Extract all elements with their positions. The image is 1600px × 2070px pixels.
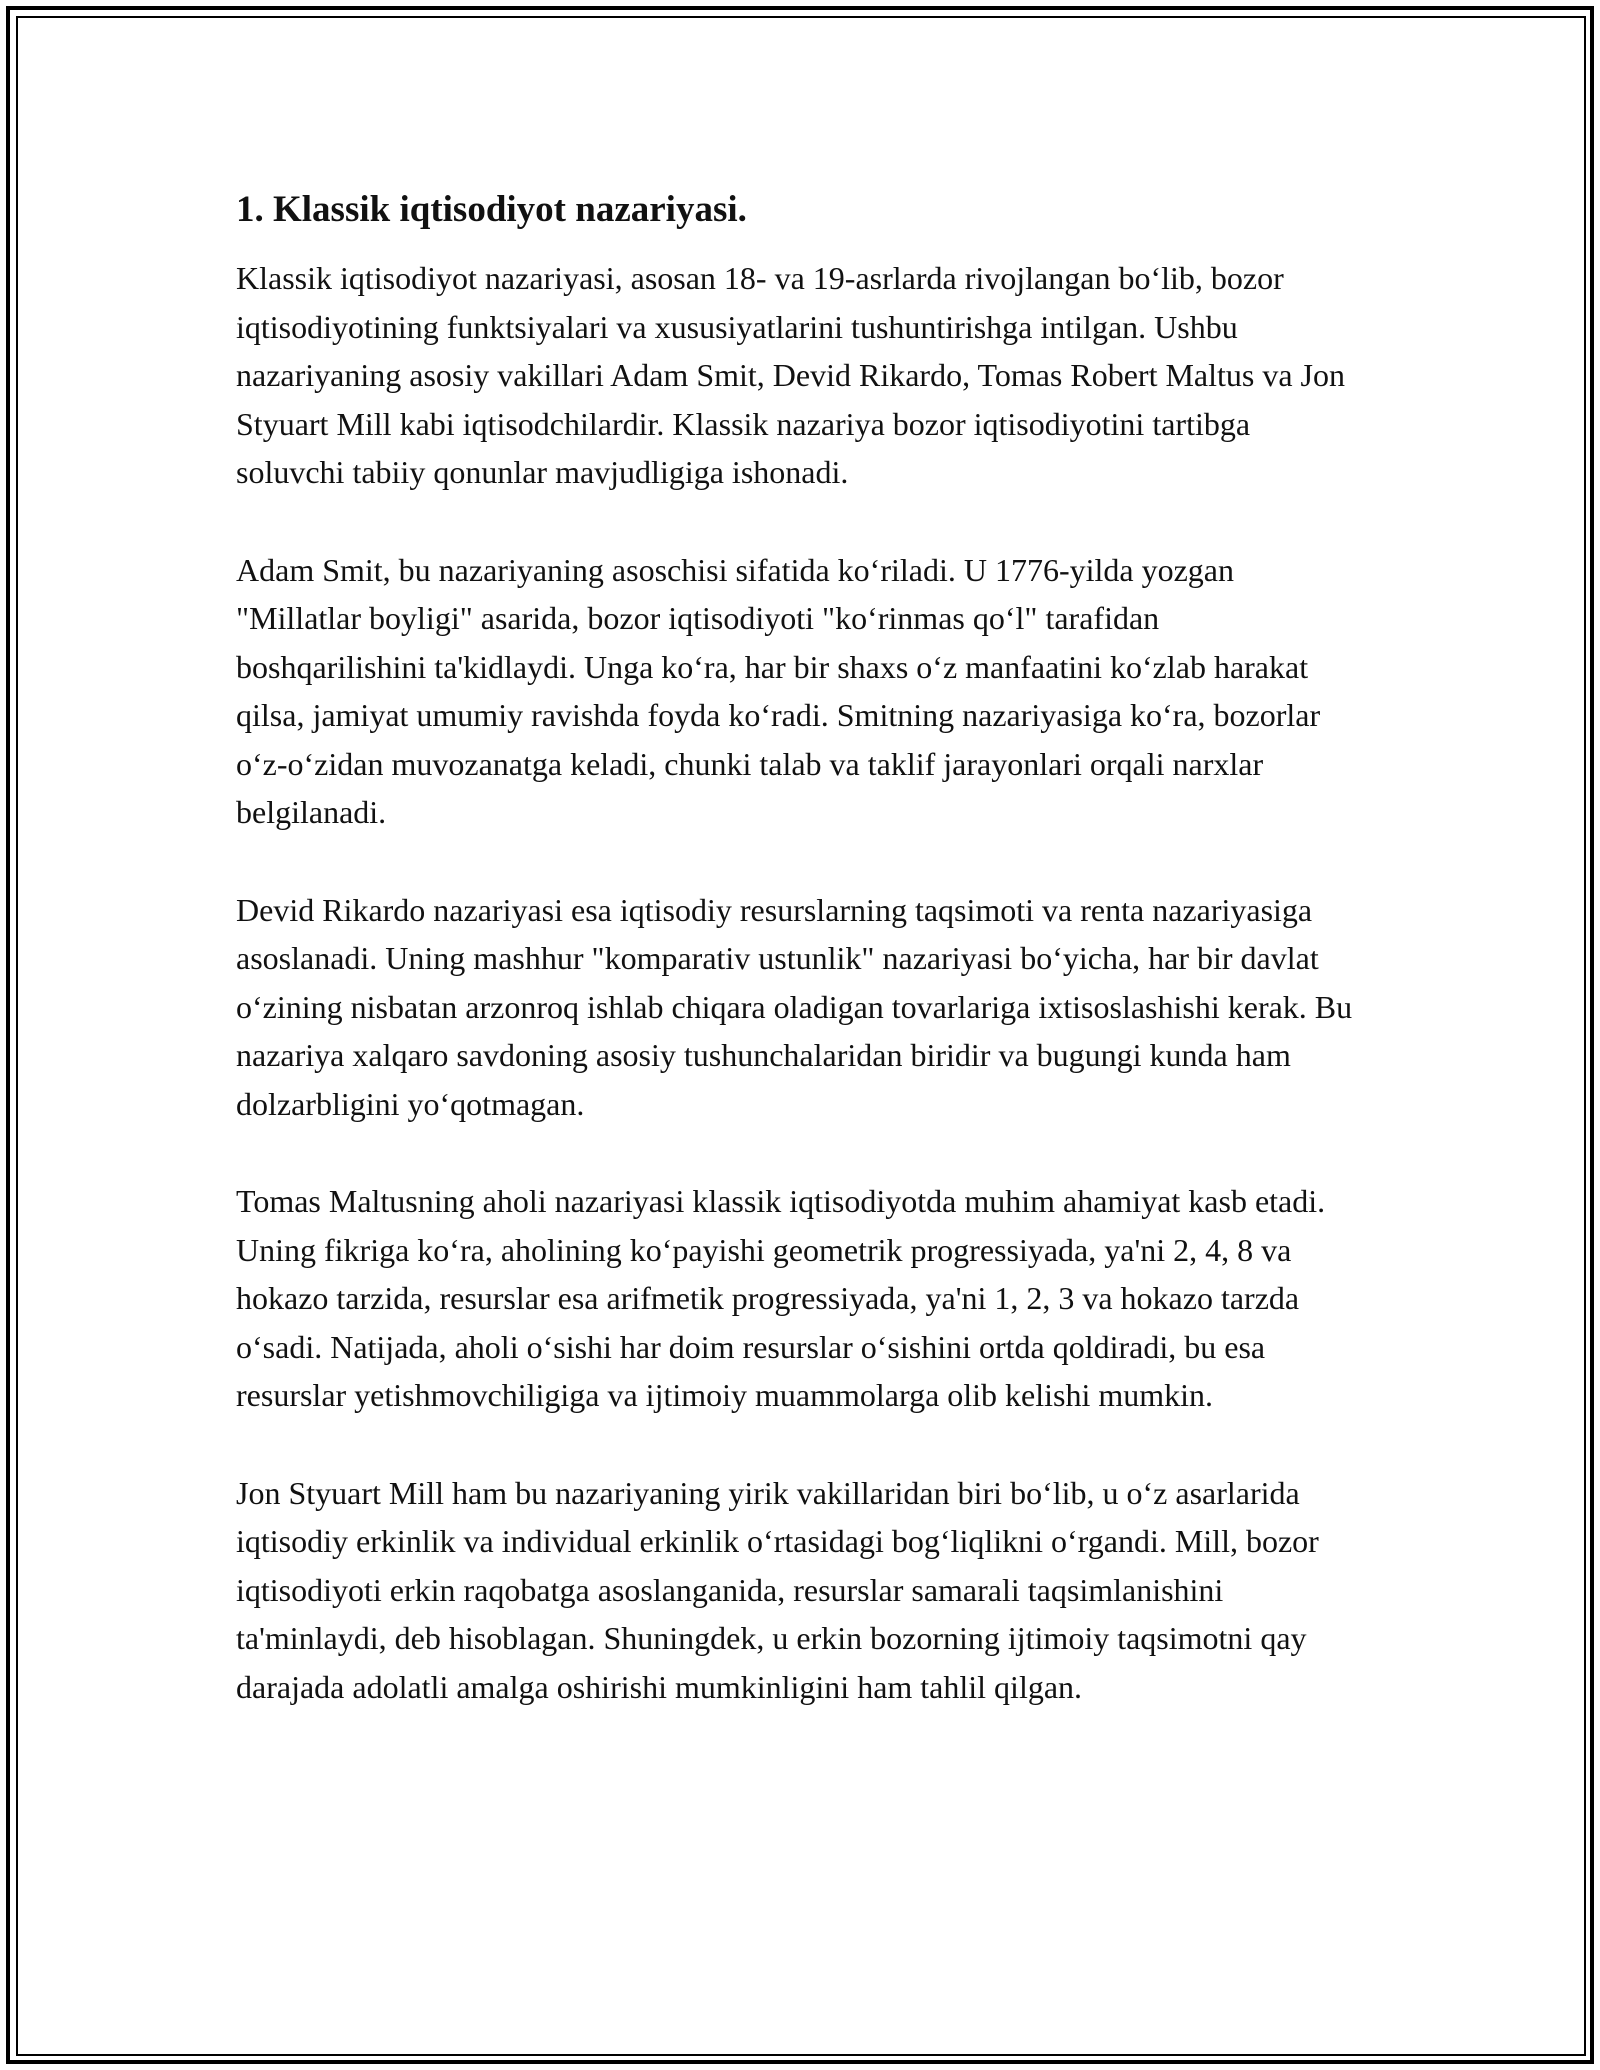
section-heading: 1. Klassik iqtisodiyot nazariyasi.	[236, 189, 747, 230]
paragraph-devid-rikardo: Devid Rikardo nazariyasi esa iqtisodiy resurslarning taqsimoti va renta nazariyasiga asoslanadi. Uning mashhur "komparativ ustunlik" nazariyasi boʻyicha, har bir davlat oʻzining nisbatan arzonroq ishlab chiqara oladigan tovarlariga ixtisoslashishi kerak. Bu nazariya xalqaro savdoning asosiy tushunchalaridan biridir va bugungi kunda ham dolzarbligini yoʻqotmagan.	[236, 891, 1353, 1122]
document-body	[236, 186, 1356, 1760]
paragraph-adam-smit: Adam Smit, bu nazariyaning asoschisi sifatida koʻriladi. U 1776-yilda yozgan "Millatlar boyligi" asarida, bozor iqtisodiyoti "koʻrinmas qoʻl" tarafidan boshqarilishini ta'kidlaydi. Unga koʻra, har bir shaxs oʻz manfaatini koʻzlab harakat qilsa, jamiyat umumiy ravishda foyda koʻradi. Smitning nazariyasiga koʻra, bozorlar oʻz-oʻzidan muvozanatga keladi, chunki talab va taklif jarayonlari orqali narxlar belgilanadi.	[236, 551, 1321, 830]
paragraph-tomas-maltus: Tomas Maltusning aholi nazariyasi klassik iqtisodiyotda muhim ahamiyat kasb etadi. Uning fikriga koʻra, aholining koʻpayishi geometrik progressiyada, ya'ni 2, 4, 8 va hokazo tarzida, resurslar esa arifmetik progressiyada, ya'ni 1, 2, 3 va hokazo tarzda oʻsadi. Natijada, aholi oʻsishi har doim resurslar oʻsishini ortda qoldiradi, bu esa resurslar yetishmovchiligiga va ijtimoiy muammolarga olib kelishi mumkin.	[236, 1183, 1326, 1413]
paragraph-jon-styuart-mill: Jon Styuart Mill ham bu nazariyaning yirik vakillaridan biri boʻlib, u oʻz asarlarida iqtisodiy erkinlik va individual erkinlik oʻrtasidagi bogʻliqlikni oʻrgandi. Mill, bozor iqtisodiyoti erkin raqobatga asoslanganida, resurslar samarali taqsimlanishini ta'minlaydi, deb hisoblagan. Shuningdek, u erkin bozorning ijtimoiy taqsimotni qay darajada adolatli amalga oshirishi mumkinligini ham tahlil qilgan.	[236, 1474, 1319, 1705]
paragraph-intro: Klassik iqtisodiyot nazariyasi, asosan 18- va 19-asrlarda rivojlangan boʻlib, bozor iqtisodiyotining funktsiyalari va xususiyatlarini tushuntirishga intilgan. Ushbu nazariyaning asosiy vakillari Adam Smit, Devid Rikardo, Tomas Robert Maltus va Jon Styuart Mill kabi iqtisodchilardir. Klassik nazariya bozor iqtisodiyotini tartibga soluvchi tabiiy qonunlar mavjudligiga ishonadi.	[236, 260, 1345, 490]
